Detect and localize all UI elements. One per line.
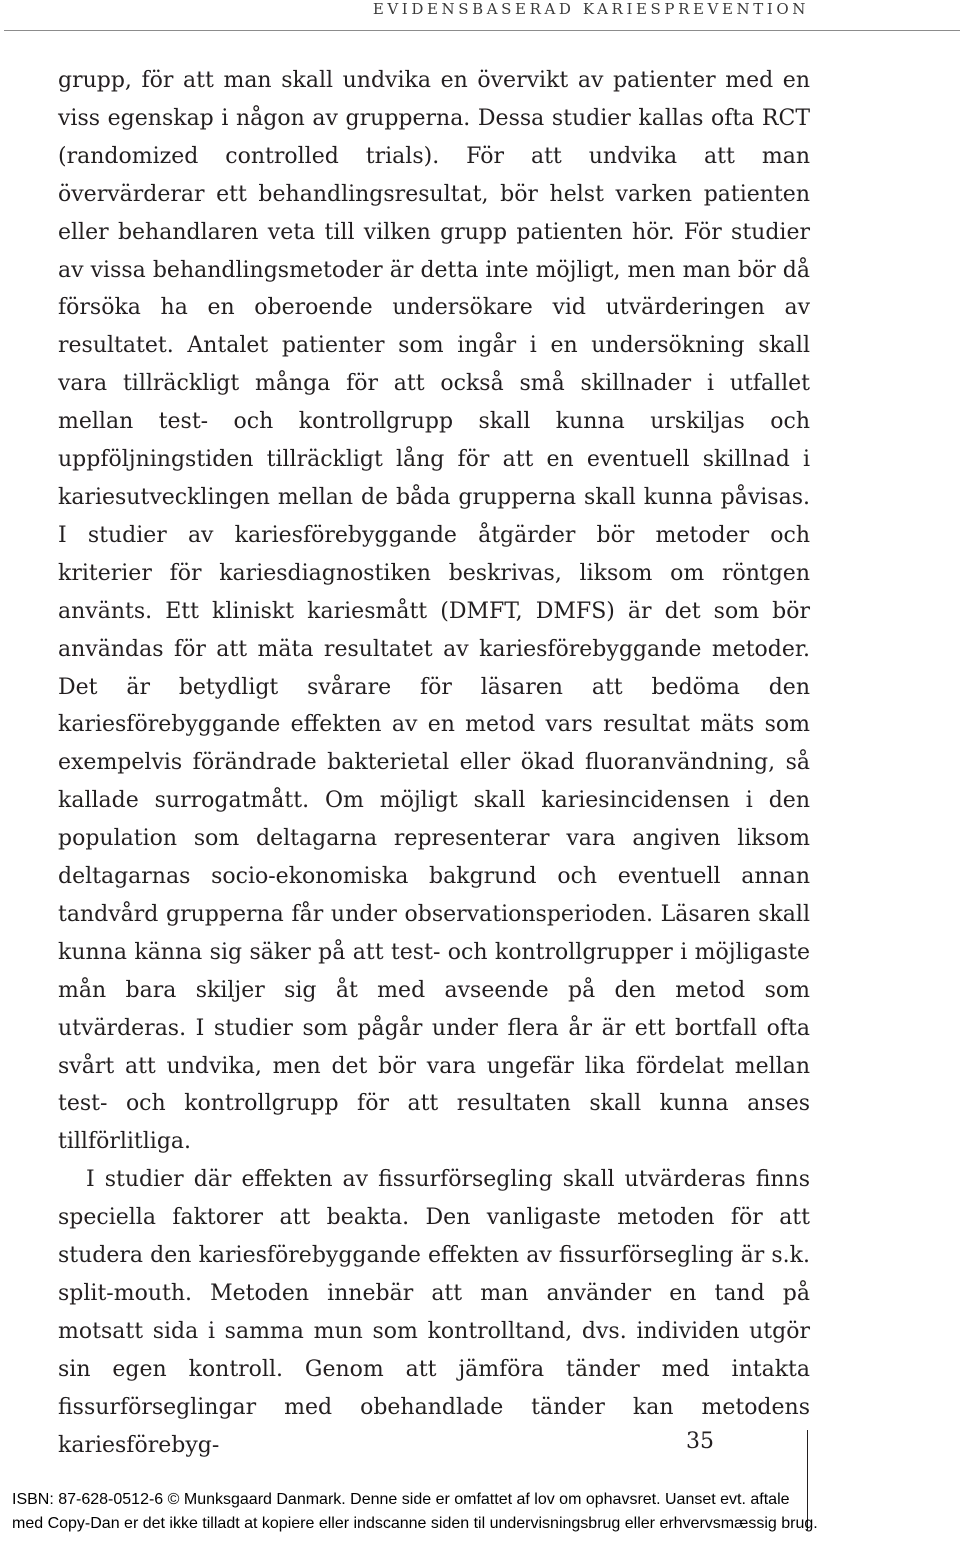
footer-line-1: ISBN: 87-628-0512-6 © Munksgaard Danmark. Denne side er omfattet af lov om ophavsret. Uanset evt. aftale [12,1491,790,1508]
header-rule [4,30,960,31]
paragraph-1: grupp, för att man skall undvika en övervikt av patienter med en viss egenskap i någon av grupperna. Dessa studier kallas ofta RCT (randomized controlled trials). För att undvika att man övervärderar ett behandlingsresultat, bör helst varken patienten eller behandlaren veta till vilken grupp patienten hör. För studier av vissa behandlingsmetoder är detta inte möjligt, men man bör då försöka ha en oberoende undersökare vid utvärderingen av resultatet. Antalet patienter som ingår i en undersökning skall vara tillräckligt många för att också små skillnader i utfallet mellan test- och kontrollgrupp skall kunna urskiljas och uppföljningstiden tillräckligt lång för att en eventuell skillnad i kariesutvecklingen mellan de båda grupperna skall kunna påvisas. I studier av kariesförebyggande åtgärder bör metoder och kriterier för kariesdiagnostiken beskrivas, liksom om röntgen använts. Ett kliniskt kariesmått (DMFT, DMFS) är det som bör användas för att mäta resultatet av kariesförebyggande metoder. Det är betydligt svårare för läsaren att bedöma den kariesförebyggande effekten av en metod vars resultat mäts som exempelvis förändrade bakterietal eller ökad fluoranvändning, så kallade surrogatmått. Om möjligt skall kariesincidensen i den population som deltagarna representerar vara angiven liksom deltagarnas socio-ekonomiska bakgrund och eventuell annan tandvård grupperna får under observationsperioden. Läsaren skall kunna känna sig säker på att test- och kontrollgrupper i möjligaste mån bara skiljer sig åt med avseende på den metod som utvärderas. I studier som pågår under flera år är ett bortfall ofta svårt att undvika, men det bör vara ungefär lika fördelat mellan test- och kontrollgrupp för att resultaten skall kunna anses tillförlitliga. [58,68,810,1155]
copyright-footer [12,1488,952,1536]
footer-line-2: med Copy-Dan er det ikke tilladt at kopiere eller indscanne siden til undervisningsbrug eller erhvervsmæssig brug. [12,1515,818,1532]
page-number: 35 [686,1429,714,1454]
running-head: EVIDENSBASERAD KARIESPREVENTION [372,0,809,18]
paragraph-2: I studier där effekten av fissurförsegling skall utvärderas finns speciella faktorer att beakta. Den vanligaste metoden för att studera den kariesförebyggande effekten av fissurförsegling är s.k. split-mouth. Metoden innebär att man använder en tand på motsatt sida i samma mun som kontrolltand, dvs. individen utgör sin egen kontroll. Genom att jämföra tänder med intakta fissurförseglingar med obehandlade tänder kan metodens kariesförebyg- [58,1167,810,1458]
body-text [58,62,810,1465]
